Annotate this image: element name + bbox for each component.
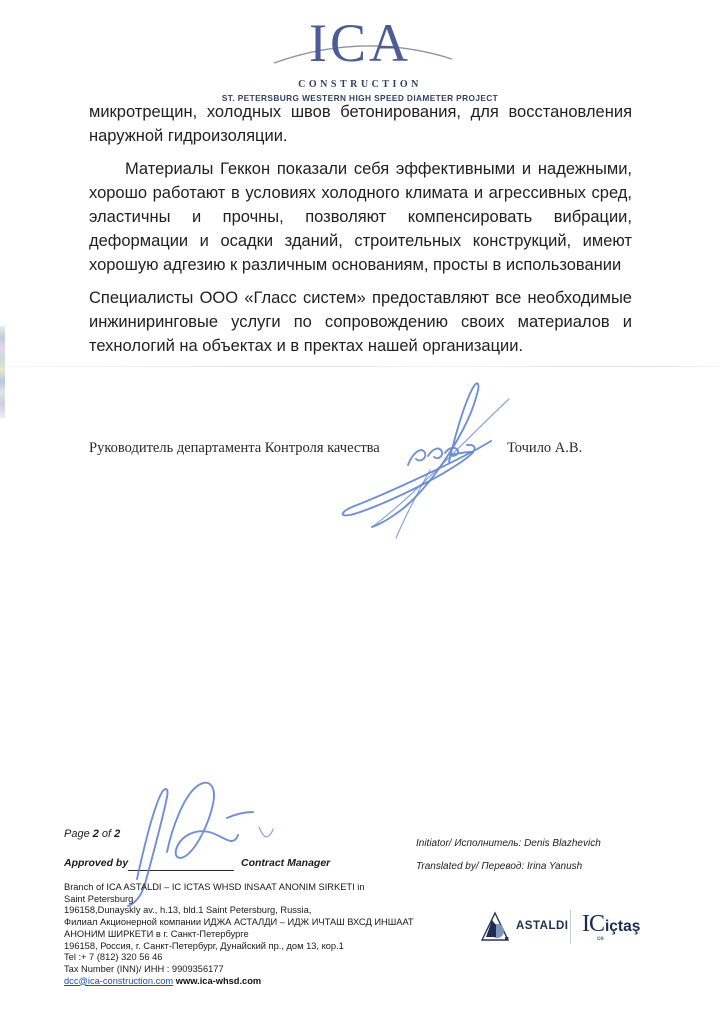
ica-logo: ICA: [309, 13, 411, 73]
address-line: Branch of ICA ASTALDI – IC ICTAS WHSD INSAAT ANONIM SIRKETI in: [64, 882, 365, 892]
translator-line: Translated by/ Перевод: Irina Yanush: [416, 861, 583, 872]
approved-by-label: Approved by: [64, 857, 129, 869]
address-line: 196158,Dunayskly av., h.13, bld.1 Saint Petersburg, Russia,: [64, 905, 312, 916]
approver-role: Contract Manager: [241, 857, 331, 869]
phone-line: Tel :+ 7 (812) 320 56 46: [64, 952, 163, 963]
main-signature-ink: [330, 375, 520, 545]
initiator-line: Initiator/ Исполнитель: Denis Blazhevich: [416, 838, 601, 849]
website-link[interactable]: www.ica-whsd.com: [175, 975, 262, 986]
contacts-line: [64, 976, 414, 988]
paragraph-2: Материалы Геккон показали себя эффективными и надежными, хорошо работают в условиях холодного климата и агрессивных сред, эластичны и прочны, позволяют компенсировать вибрации, деформации и осадки зданий, строительных конструкций, имеют хорошую адгезию к различным основаниям, просты в использовании: [89, 160, 632, 274]
page-current: 2: [92, 828, 99, 840]
logo-project-subtitle: ST. PETERSBURG WESTERN HIGH SPEED DIAMETER PROJECT: [221, 93, 499, 103]
ictas-logo-ce-mark: ce: [597, 936, 604, 942]
astaldi-logo-icon: [480, 911, 512, 943]
signer-name: Точило А.В.: [507, 440, 583, 456]
tax-line: Tax Number (INN)/ ИНН : 9909356177: [64, 963, 224, 974]
ictas-logo-ic: IC: [582, 911, 604, 937]
company-address-block: [64, 882, 414, 987]
paragraph-1: микротрещин, холодных швов бетонирования, для восстановления наружной гидроизоляции.: [89, 103, 632, 145]
ictas-logo: [582, 910, 641, 942]
address-line: Saint Petersburg: [64, 893, 134, 904]
page-of-word: of: [98, 828, 115, 840]
address-line: Филиал Акционерной компании ИДЖА АСТАЛДИ – ИДЖ ИЧТАШ ВХСД ИНШААТ: [64, 917, 414, 928]
astaldi-logo-text: ASTALDI: [516, 920, 569, 932]
logo-divider: [570, 910, 571, 944]
partner-logos: [480, 908, 690, 948]
paragraph-3: Специалисты ООО «Гласс систем» предоставляют все необходимые инжиниринговые услуги по сопровождению своих материалов и технологий на объектах и в пректах нашей организации.: [89, 289, 632, 355]
signer-position-title: Руководитель департамента Контроля качества: [89, 440, 380, 456]
page-word: Page: [64, 828, 93, 840]
ictas-logo-word: içtaş: [605, 918, 641, 935]
address-line: 196158, Россия, г. Санкт-Петербург, Дунайский пр., дом 13, кор.1: [64, 940, 344, 951]
approved-signature-line: [128, 870, 234, 871]
email-link[interactable]: dcc@ica-construction.com: [64, 975, 174, 986]
logo-construction-label: CONSTRUCTION: [298, 79, 422, 90]
address-line: АНОНИМ ШИРКЕТИ в г. Санкт-Петербурге: [64, 928, 249, 939]
scan-artifact-strip: [0, 326, 5, 418]
page-number: [64, 828, 120, 840]
page-total: 2: [114, 828, 121, 840]
letter-body: [89, 100, 632, 367]
